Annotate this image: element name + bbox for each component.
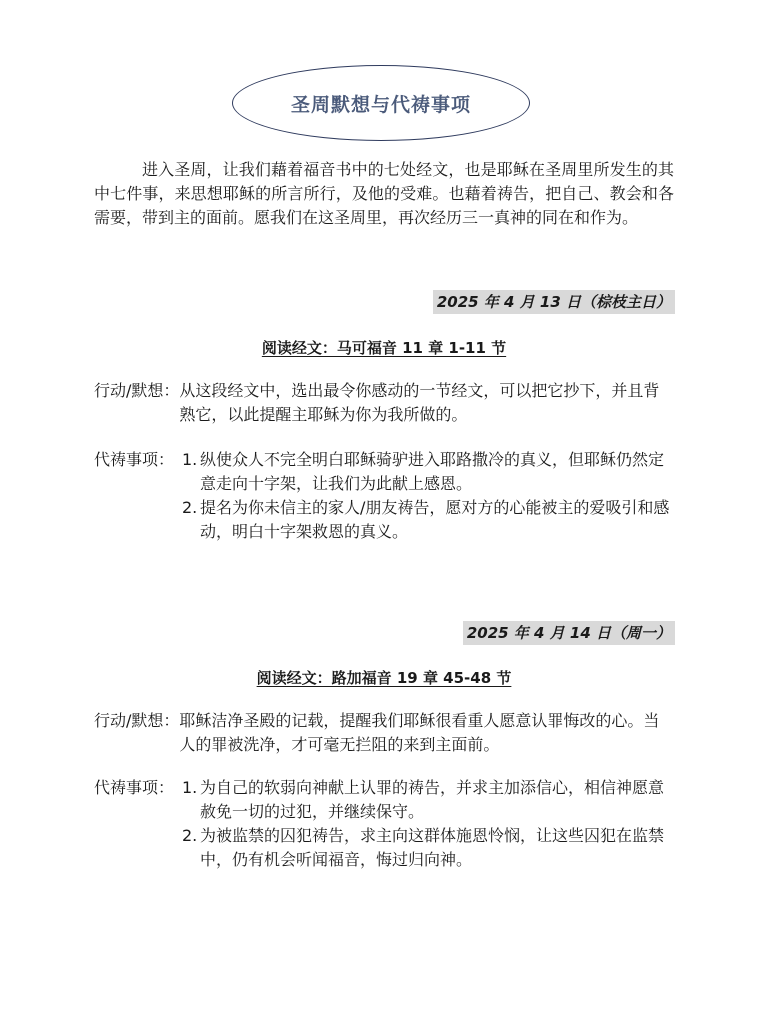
prayer-text: 为被监禁的囚犯祷告，求主向这群体施恩怜悯，让这些囚犯在监禁中，仍有机会听闻福音，悔过归向神。 <box>200 826 665 869</box>
prayer-section <box>94 448 674 544</box>
prayer-item <box>182 776 674 824</box>
prayer-number: 2. <box>182 498 198 517</box>
action-text: 从这段经文中，选出最令你感动的一节经文，可以把它抄下，并且背熟它，以此提醒主耶稣为你为我所做的。 <box>179 381 660 424</box>
prayer-number: 1. <box>182 450 198 469</box>
date-heading: 2025 年 4 月 14 日（周一） <box>463 621 675 645</box>
prayer-item <box>182 448 674 496</box>
prayer-list <box>182 776 674 872</box>
page-title: 圣周默想与代祷事项 <box>290 93 471 116</box>
prayer-text: 为自己的软弱向神献上认罪的祷告，并求主加添信心，相信神愿意赦免一切的过犯，并继续保守。 <box>200 778 665 821</box>
action-label: 行动/默想： <box>94 381 180 400</box>
reading-heading <box>94 338 674 358</box>
prayer-text: 纵使众人不完全明白耶稣骑驴进入耶路撒冷的真义，但耶稣仍然定意走向十字架，让我们为此献上感恩。 <box>200 450 665 493</box>
prayer-section <box>94 776 674 872</box>
date-heading: 2025 年 4 月 13 日（棕枝主日） <box>433 290 675 314</box>
title-oval <box>232 65 530 141</box>
prayer-number: 2. <box>182 826 198 845</box>
reading-text: 阅读经文：路加福音 19 章 45-48 节 <box>256 669 512 687</box>
prayer-label: 代祷事项： <box>94 450 175 469</box>
action-section <box>94 709 674 757</box>
prayer-number: 1. <box>182 778 198 797</box>
prayer-item <box>182 496 674 544</box>
reading-heading <box>94 668 674 688</box>
action-section <box>94 379 674 427</box>
prayer-text: 提名为你未信主的家人/朋友祷告，愿对方的心能被主的爱吸引和感动，明白十字架救恩的真义。 <box>200 498 670 541</box>
action-text: 耶稣洁净圣殿的记载，提醒我们耶稣很看重人愿意认罪悔改的心。当人的罪被洗净，才可毫无拦阻的来到主面前。 <box>179 711 660 754</box>
prayer-label: 代祷事项： <box>94 778 175 797</box>
action-label: 行动/默想： <box>94 711 180 730</box>
prayer-list <box>182 448 674 544</box>
prayer-item <box>182 824 674 872</box>
reading-text: 阅读经文：马可福音 11 章 1-11 节 <box>261 339 507 357</box>
intro-paragraph: 进入圣周，让我们藉着福音书中的七处经文，也是耶稣在圣周里所发生的其中七件事，来思想耶稣的所言所行，及他的受难。也藉着祷告，把自己、教会和各需要，带到主的面前。愿我们在这圣周里，再次经历三一真神的同在和作为。 <box>94 160 674 227</box>
